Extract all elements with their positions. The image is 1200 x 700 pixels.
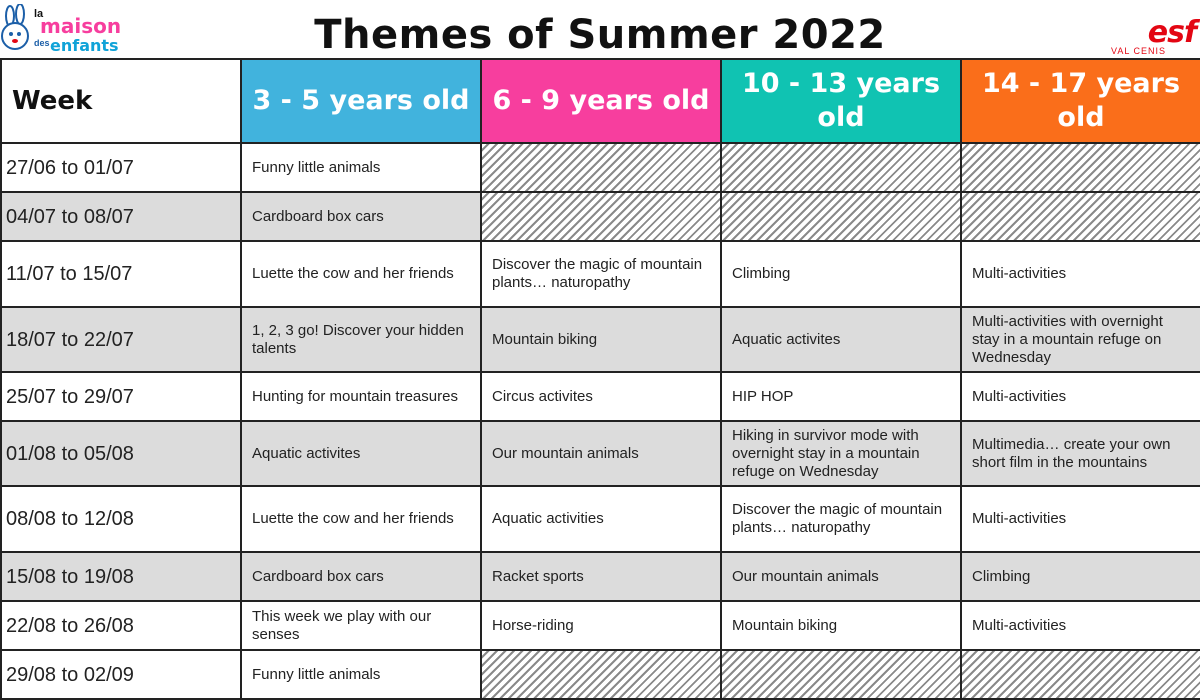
unavailable-cell xyxy=(721,143,961,192)
unavailable-cell xyxy=(721,650,961,699)
esf-sub: VAL CENIS xyxy=(1110,46,1166,56)
theme-cell: Cardboard box cars xyxy=(241,192,481,241)
theme-cell: Hunting for mountain treasures xyxy=(241,372,481,421)
theme-cell: Hiking in survivor mode with overnight stay in a mountain refuge on Wednesday xyxy=(721,421,961,486)
themes-table xyxy=(0,58,1200,700)
week-cell: 18/07 to 22/07 xyxy=(1,307,241,372)
theme-cell: 1, 2, 3 go! Discover your hidden talents xyxy=(241,307,481,372)
table-row xyxy=(1,421,1200,486)
theme-cell: Aquatic activites xyxy=(721,307,961,372)
theme-cell: Horse-riding xyxy=(481,601,721,650)
theme-cell: Climbing xyxy=(721,241,961,307)
table-row xyxy=(1,552,1200,601)
theme-cell: Discover the magic of mountain plants… naturopathy xyxy=(721,486,961,552)
theme-cell: Mountain biking xyxy=(481,307,721,372)
week-cell: 25/07 to 29/07 xyxy=(1,372,241,421)
table-row xyxy=(1,486,1200,552)
header-row xyxy=(1,59,1200,143)
theme-cell: Discover the magic of mountain plants… naturopathy xyxy=(481,241,721,307)
header-6-9: 6 - 9 years old xyxy=(481,59,721,143)
logo-text-la: la xyxy=(34,8,44,20)
esf-logo xyxy=(1096,15,1196,58)
theme-cell: Multi-activities xyxy=(961,241,1200,307)
unavailable-cell xyxy=(481,650,721,699)
week-cell: 15/08 to 19/08 xyxy=(1,552,241,601)
theme-cell: Aquatic activites xyxy=(241,421,481,486)
theme-cell: Luette the cow and her friends xyxy=(241,241,481,307)
theme-cell: HIP HOP xyxy=(721,372,961,421)
theme-cell: Multi-activities xyxy=(961,601,1200,650)
theme-cell: This week we play with our senses xyxy=(241,601,481,650)
logo-text-maison: maison xyxy=(40,14,122,38)
theme-cell: Our mountain animals xyxy=(721,552,961,601)
theme-cell: Multi-activities with overnight stay in a mountain refuge on Wednesday xyxy=(961,307,1200,372)
theme-cell: Funny little animals xyxy=(241,650,481,699)
table-row xyxy=(1,192,1200,241)
week-cell: 27/06 to 01/07 xyxy=(1,143,241,192)
week-cell: 01/08 to 05/08 xyxy=(1,421,241,486)
table-row xyxy=(1,241,1200,307)
table-row xyxy=(1,650,1200,699)
logo-text-des: des xyxy=(34,38,50,48)
theme-cell: Circus activites xyxy=(481,372,721,421)
theme-cell: Luette the cow and her friends xyxy=(241,486,481,552)
header-3-5: 3 - 5 years old xyxy=(241,59,481,143)
theme-cell: Multi-activities xyxy=(961,372,1200,421)
theme-cell: Cardboard box cars xyxy=(241,552,481,601)
page-title: Themes of Summer 2022 xyxy=(314,12,886,58)
week-cell: 22/08 to 26/08 xyxy=(1,601,241,650)
header-week: Week xyxy=(1,59,241,143)
theme-cell: Multimedia… create your own short film in the mountains xyxy=(961,421,1200,486)
week-cell: 29/08 to 02/09 xyxy=(1,650,241,699)
table-row xyxy=(1,307,1200,372)
theme-cell: Mountain biking xyxy=(721,601,961,650)
theme-cell: Our mountain animals xyxy=(481,421,721,486)
unavailable-cell xyxy=(481,143,721,192)
theme-cell: Aquatic activities xyxy=(481,486,721,552)
header-14-17: 14 - 17 years old xyxy=(961,59,1200,143)
theme-cell: Racket sports xyxy=(481,552,721,601)
unavailable-cell xyxy=(961,650,1200,699)
unavailable-cell xyxy=(961,143,1200,192)
week-cell: 08/08 to 12/08 xyxy=(1,486,241,552)
theme-cell: Multi-activities xyxy=(961,486,1200,552)
unavailable-cell xyxy=(481,192,721,241)
table-row xyxy=(1,372,1200,421)
week-cell: 11/07 to 15/07 xyxy=(1,241,241,307)
esf-brand: esf xyxy=(1147,15,1196,50)
logo-text-enfants: enfants xyxy=(50,36,119,55)
header-10-13: 10 - 13 years old xyxy=(721,59,961,143)
theme-cell: Funny little animals xyxy=(241,143,481,192)
table-row xyxy=(1,143,1200,192)
theme-cell: Climbing xyxy=(961,552,1200,601)
unavailable-cell xyxy=(721,192,961,241)
week-cell: 04/07 to 08/07 xyxy=(1,192,241,241)
table-row xyxy=(1,601,1200,650)
unavailable-cell xyxy=(961,192,1200,241)
